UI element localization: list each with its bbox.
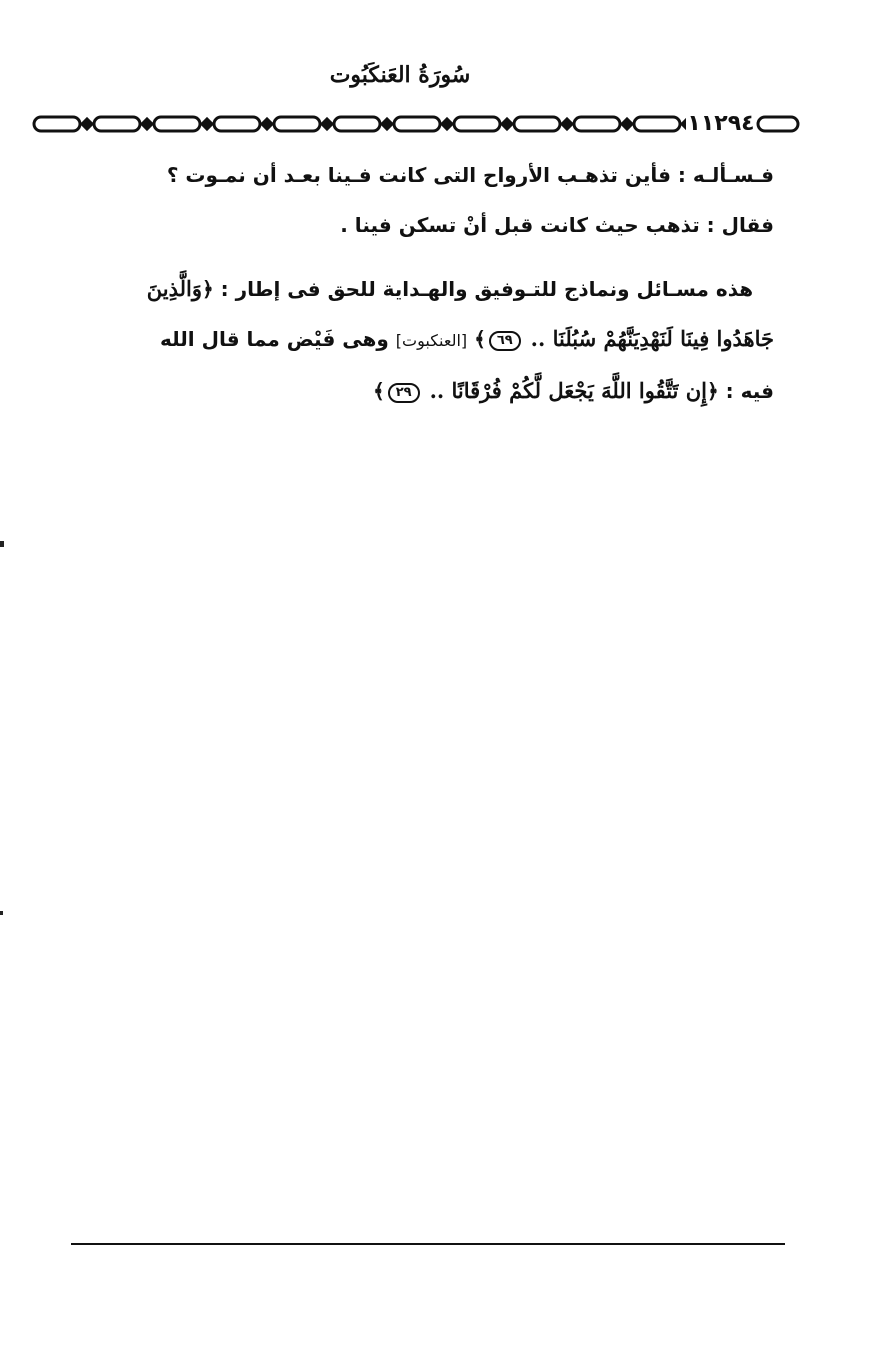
chain-link	[394, 117, 440, 131]
chain-link	[334, 117, 380, 131]
chain-diamond	[82, 119, 92, 129]
chain-diamond	[262, 119, 272, 129]
footer-rule	[71, 1243, 785, 1245]
quran-open-bracket: ﴿	[706, 379, 719, 403]
chain-diamond	[142, 119, 152, 129]
quran-verse-fragment: إِن تَتَّقُوا اللَّهَ يَجْعَل لَّكُمْ فُرْقَانًا ..	[429, 378, 707, 403]
body-text-fragment: فيه :	[725, 379, 774, 403]
chain-diamond	[442, 119, 452, 129]
chain-link	[214, 117, 260, 131]
chain-link	[514, 117, 560, 131]
scan-edge-mark	[0, 541, 4, 547]
chain-link	[454, 117, 500, 131]
ayah-number-marker: ٢٩	[388, 383, 420, 403]
chain-link	[274, 117, 320, 131]
paragraph-gap	[52, 250, 774, 264]
paragraph-2-line-2	[52, 314, 774, 366]
chain-diamond	[322, 119, 332, 129]
ayah-number-marker: ٦٩	[489, 331, 521, 351]
paragraph-2-line-1	[52, 264, 774, 314]
paragraph-1-line-1: فـسـألـه : فأين تذهـب الأرواح التى كانت فـينا بعـد أن نمـوت ؟	[166, 163, 774, 187]
paragraph-1-line-2: فقال : تذهب حيث كانت قبل أنْ تسكن فينا .	[340, 213, 774, 237]
quran-verse-fragment: وَالَّذِينَ	[146, 276, 202, 301]
chain-link	[34, 117, 80, 131]
chain-diamond	[382, 119, 392, 129]
chain-diamond	[202, 119, 212, 129]
chain-diamond	[502, 119, 512, 129]
chain-link	[634, 117, 680, 131]
chain-link	[574, 117, 620, 131]
surah-reference: [العنكبوت]	[395, 331, 468, 350]
intro-text: هذه مسـائل ونماذج للتـوفيق والهـداية للحق فى إطار :	[220, 277, 754, 301]
paragraph-2-line-3	[52, 366, 774, 418]
quran-open-bracket: ﴿	[201, 277, 214, 301]
chain-diamond	[562, 119, 572, 129]
quran-close-bracket: ﴾	[474, 327, 486, 351]
chain-link	[154, 117, 200, 131]
scan-edge-mark	[0, 911, 3, 915]
body-text-fragment: وهى فَيْض مما قال الله	[159, 327, 389, 351]
chain-link	[758, 117, 798, 131]
chain-link	[94, 117, 140, 131]
body-text	[52, 150, 774, 418]
quran-close-bracket: ﴾	[373, 379, 385, 403]
chain-diamond	[622, 119, 632, 129]
quran-verse-fragment: جَاهَدُوا فِينَا لَنَهْدِيَنَّهُمْ سُبُلَنَا ..	[530, 326, 774, 351]
surah-title: سُورَةُ العَنكَبُوت	[329, 62, 471, 88]
page-number: ١١٢٩٤	[687, 111, 755, 136]
